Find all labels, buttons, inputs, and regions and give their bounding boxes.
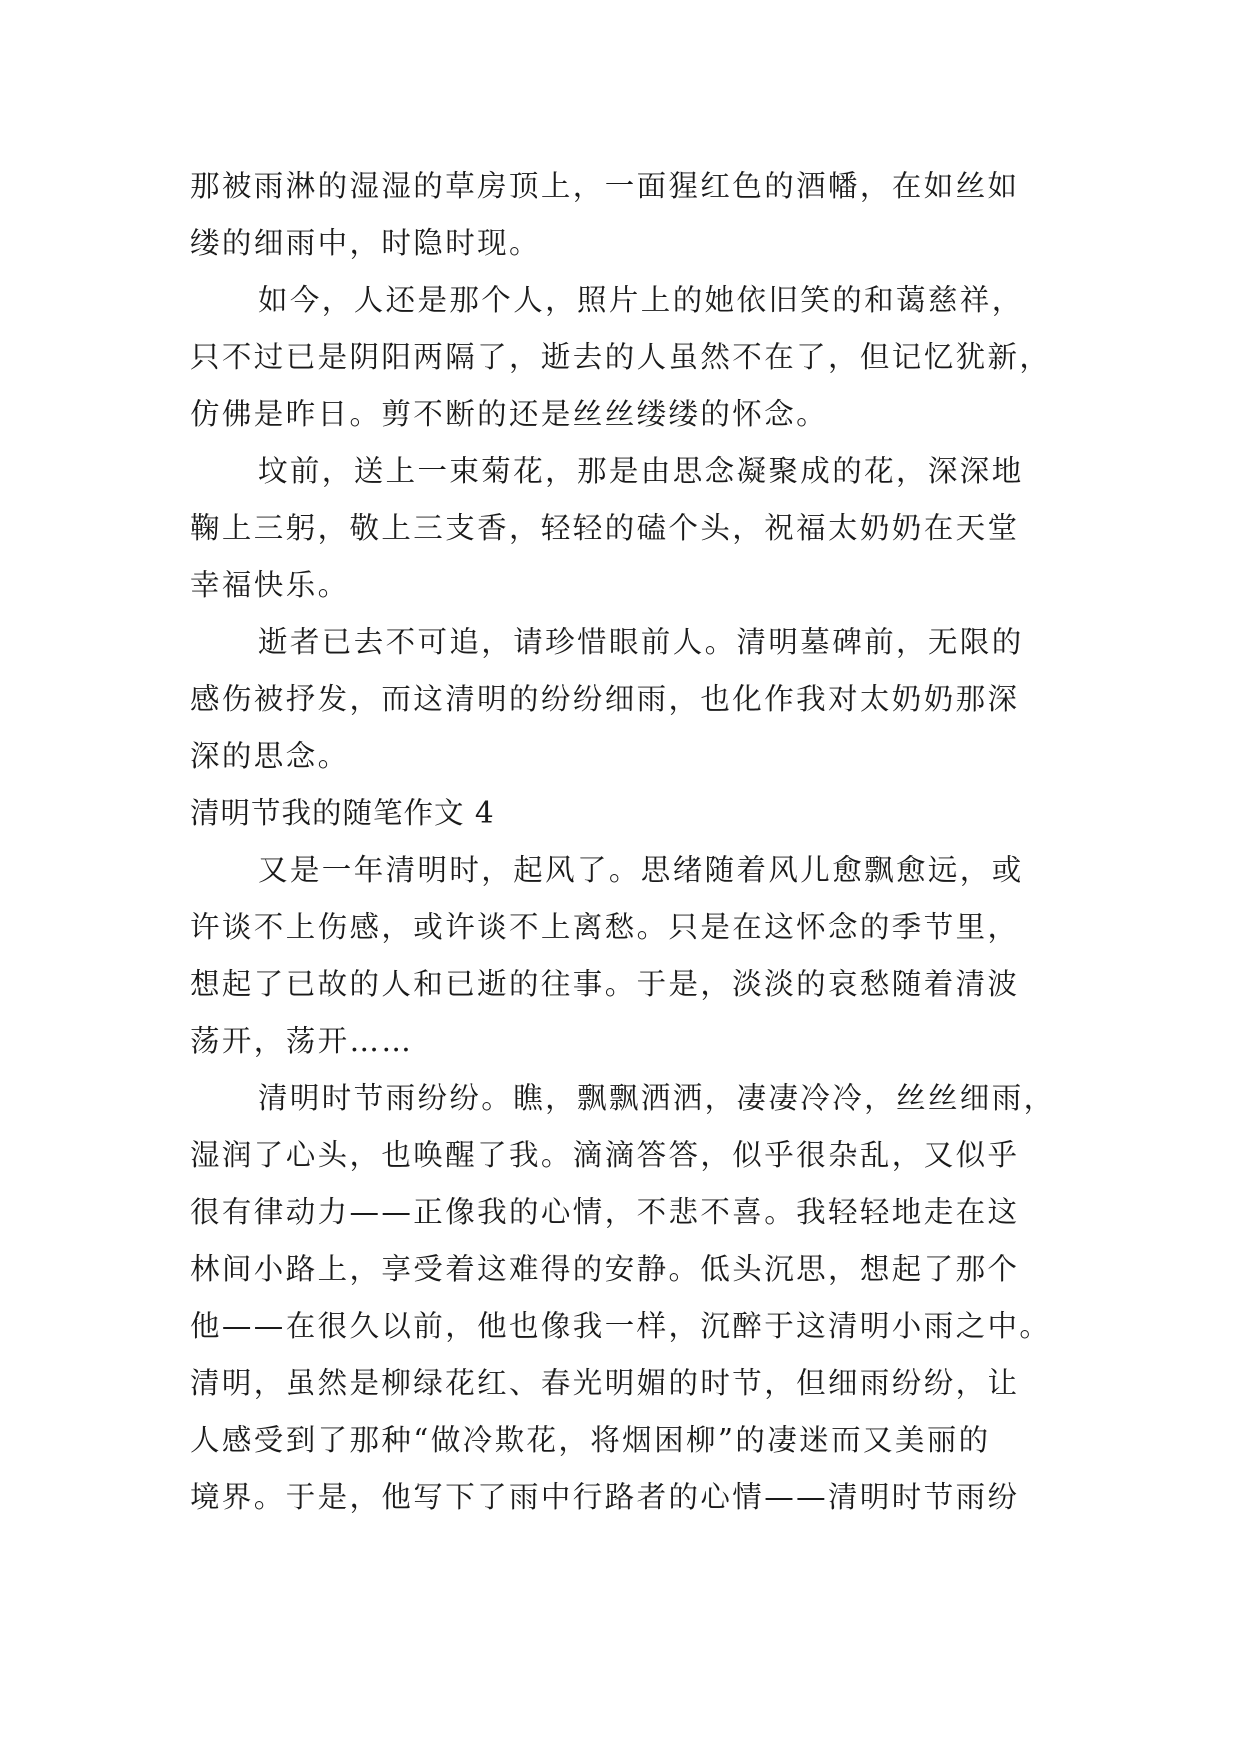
- text-line: 林间小路上，享受着这难得的安静。低头沉思，想起了那个: [190, 1252, 1020, 1286]
- text-line: 鞠上三躬，敬上三支香，轻轻的磕个头，祝福太奶奶在天堂: [190, 511, 1020, 545]
- text-line: 境界。于是，他写下了雨中行路者的心情——清明时节雨纷: [190, 1480, 1020, 1514]
- text-line: 仿佛是昨日。剪不断的还是丝丝缕缕的怀念。: [190, 397, 829, 431]
- text-line: 人感受到了那种“做冷欺花，将烟困柳”的凄迷而又美丽的: [190, 1423, 991, 1457]
- text-line: 荡开，荡开……: [190, 1024, 414, 1058]
- text-line: 清明，虽然是柳绿花红、春光明媚的时节，但细雨纷纷，让: [190, 1366, 1020, 1400]
- section-heading: 清明节我的随笔作文 4: [190, 796, 495, 830]
- text-line: 他——在很久以前，他也像我一样，沉醉于这清明小雨之中。: [190, 1309, 1052, 1343]
- text-line: 那被雨淋的湿湿的草房顶上，一面猩红色的酒幡，在如丝如: [190, 169, 1020, 203]
- paragraph-start: 如今，人还是那个人，照片上的她依旧笑的和蔼慈祥，: [258, 283, 1024, 317]
- paragraph-start: 又是一年清明时，起风了。思绪随着风儿愈飘愈远，或: [258, 853, 1024, 887]
- text-line: 只不过已是阴阳两隔了，逝去的人虽然不在了，但记忆犹新，: [190, 340, 1052, 374]
- document-body: [190, 158, 1056, 1526]
- text-line: 幸福快乐。: [190, 568, 350, 602]
- paragraph-start: 坟前，送上一束菊花，那是由思念凝聚成的花，深深地: [258, 454, 1024, 488]
- paragraph-start: 逝者已去不可追，请珍惜眼前人。清明墓碑前，无限的: [258, 625, 1024, 659]
- text-line: 深的思念。: [190, 739, 350, 773]
- paragraph-start: 清明时节雨纷纷。瞧，飘飘洒洒，凄凄冷冷，丝丝细雨，: [258, 1081, 1056, 1115]
- text-line: 缕的细雨中，时隐时现。: [190, 226, 541, 260]
- text-line: 感伤被抒发，而这清明的纷纷细雨，也化作我对太奶奶那深: [190, 682, 1020, 716]
- text-line: 很有律动力——正像我的心情，不悲不喜。我轻轻地走在这: [190, 1195, 1020, 1229]
- text-line: 想起了已故的人和已逝的往事。于是，淡淡的哀愁随着清波: [190, 967, 1020, 1001]
- text-line: 许谈不上伤感，或许谈不上离愁。只是在这怀念的季节里，: [190, 910, 1020, 944]
- text-line: 湿润了心头，也唤醒了我。滴滴答答，似乎很杂乱，又似乎: [190, 1138, 1020, 1172]
